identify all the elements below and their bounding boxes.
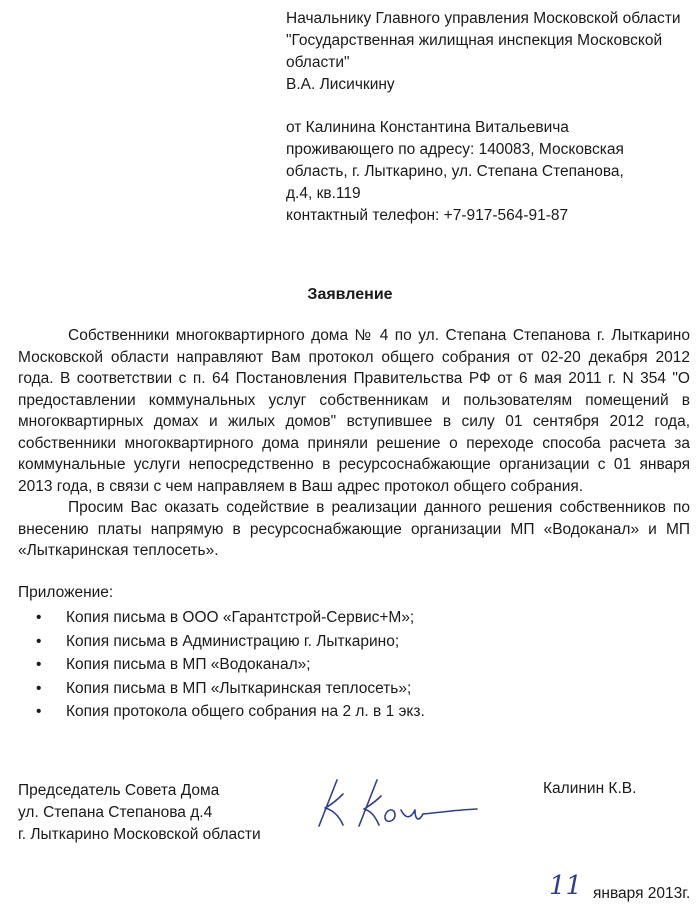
body-paragraph: Просим Вас оказать содействие в реализации данного решения собственников по внесению платы напрямую в ресурсоснабжающие организации МП «Водоканал» и МП «Лыткаринская теплосеть». [18, 499, 690, 559]
sender-line: область, г. Лыткарино, ул. Степана Степанова, [286, 163, 624, 180]
addressee-block [286, 8, 691, 96]
appendix-title: Приложение: [18, 584, 114, 601]
bullet-icon: • [36, 609, 42, 626]
sender-line: от Калинина Константина Витальевича [286, 119, 569, 136]
sender-line: контактный телефон: +7-917-564-91-87 [286, 207, 569, 224]
body-paragraph: Собственники многоквартирного дома № 4 по ул. Степана Степанова г. Лыткарино Московской области направляют Вам протокол общего собрания от 02-20 декабря 2012 года. В соответствии с п. 64 Постановления Правительства РФ от 6 мая 2011 г. N 354 "О предоставлении коммунальных услуг собственникам и пользователям помещений в многоквартирных домах и жилых домов" вступившее в силу 01 сентября 2012 года, собственники многоквартирного дома приняли решение о переходе способа расчета за коммунальные услуги непосредственно в ресурсоснабжающие организации с 01 января 2013 года, в связи с чем направляем в Ваш адрес протокол общего собрания. [18, 327, 690, 495]
bullet-icon: • [36, 679, 42, 697]
signer-name: Калинин К.В. [543, 780, 637, 797]
addressee-line: области" [286, 54, 350, 71]
appendix-list [36, 606, 425, 724]
list-item [36, 700, 425, 724]
appendix-item-text: Копия письма в Администрацию г. Лыткарино; [66, 632, 400, 650]
appendix-item-text: Копия протокола общего собрания на 2 л. в 1 экз. [66, 703, 425, 720]
addressee-line: В.А. Лисичкину [286, 76, 395, 93]
document-title: Заявление [307, 286, 393, 303]
date-month-year: января 2013г. [593, 885, 691, 902]
list-item [36, 677, 425, 701]
sender-line: д.4, кв.119 [286, 185, 361, 202]
sender-block [286, 117, 691, 227]
chair-block [18, 780, 261, 846]
chair-line: ул. Степана Степанова д.4 [18, 804, 213, 821]
chair-line: Председатель Совета Дома [18, 782, 220, 799]
addressee-line: "Государственная жилищная инспекция Московской [286, 32, 663, 49]
date-day-handwritten: 11 [549, 871, 583, 901]
list-item [36, 630, 425, 654]
bullet-icon: • [36, 632, 42, 650]
document-body [18, 325, 690, 562]
list-item [36, 653, 425, 677]
signature-image [315, 770, 480, 830]
appendix-item-text: Копия письма в МП «Водоканал»; [66, 656, 311, 673]
list-item [36, 606, 425, 630]
bullet-icon: • [36, 703, 42, 720]
chair-line: г. Лыткарино Московской области [18, 826, 261, 843]
sender-line: проживающего по адресу: 140083, Московская [286, 141, 624, 158]
addressee-line: Начальнику Главного управления Московской области [286, 10, 681, 27]
appendix-item-text: Копия письма в МП «Лыткаринская теплосеть»; [66, 679, 412, 697]
bullet-icon: • [36, 656, 42, 673]
appendix-item-text: Копия письма в ООО «Гарантстрой-Сервис+М»; [66, 609, 415, 626]
